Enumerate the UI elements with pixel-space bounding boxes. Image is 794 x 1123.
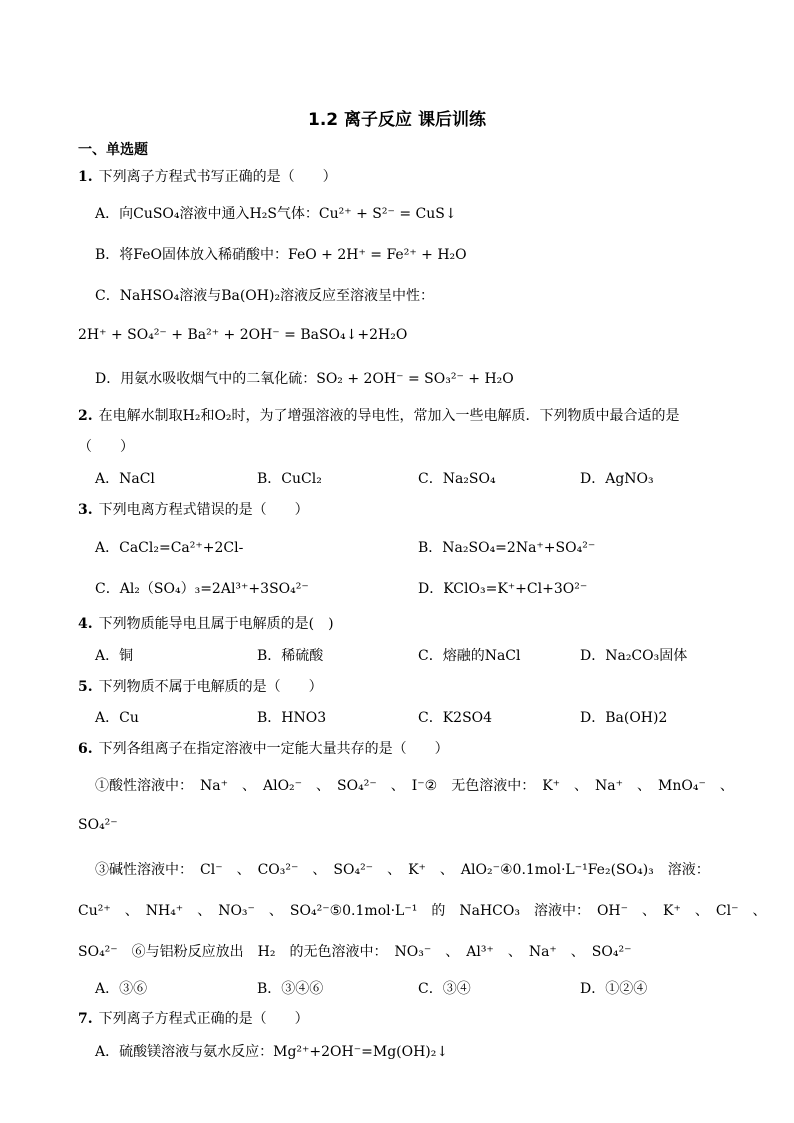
question-number: 5. [78,679,93,695]
question-number: 1. [78,169,93,185]
question-number: 7. [78,1011,93,1027]
question-3-option-b: B．Na₂SO₄=2Na⁺+SO₄²⁻ [418,540,596,556]
question-2-option-d: D．AgNO₃ [580,471,654,487]
question-4-option-d: D．Na₂CO₃固体 [580,648,688,664]
question-text: 下列离子方程式正确的是（ ） [98,1011,309,1027]
question-6-line-1: ①酸性溶液中： Na⁺ 、 AlO₂⁻ 、 SO₄²⁻ 、 I⁻② 无色溶液中： K⁺ 、 Na⁺ 、 MnO₄⁻ 、 [95,778,734,794]
question-1-stem [78,166,337,186]
question-text: 下列电离方程式错误的是（ ） [98,502,309,518]
question-number: 3. [78,502,93,518]
question-5-option-d: D．Ba(OH)2 [580,710,668,726]
question-4-option-a: A．铜 [95,648,134,664]
question-1-option-a: A．向CuSO₄溶液中通入H₂S气体：Cu²⁺ + S²⁻ = CuS↓ [95,206,457,222]
question-3-stem [78,499,309,519]
question-2-option-a: A．NaCl [95,471,155,487]
question-7-option-a: A．硫酸镁溶液与氨水反应：Mg²⁺+2OH⁻=Mg(OH)₂↓ [95,1044,449,1060]
question-6-option-a: A．③⑥ [95,981,148,997]
question-5-option-b: B．HNO3 [257,710,327,726]
question-text: 在电解水制取H₂和O₂时，为了增强溶液的导电性，常加入一些电解质．下列物质中最合适的是 [98,408,680,424]
question-5-stem [78,676,323,696]
section-heading: 一、单选题 [78,142,148,158]
question-7-stem [78,1008,309,1028]
question-number: 4. [78,616,93,632]
question-1-option-b: B．将FeO固体放入稀硝酸中：FeO + 2H⁺ = Fe²⁺ + H₂O [95,247,467,263]
question-1-option-c: C．NaHSO₄溶液与Ba(OH)₂溶液反应至溶液呈中性： [95,288,435,304]
question-text: 下列各组离子在指定溶液中一定能大量共存的是（ ） [98,741,449,757]
question-6-option-b: B．③④⑥ [257,981,324,997]
question-6-option-c: C．③④ [418,981,471,997]
question-5-option-c: C．K2SO4 [418,710,493,726]
question-6-line-3: ③碱性溶液中： Cl⁻ 、 CO₃²⁻ 、 SO₄²⁻ 、 K⁺ 、 AlO₂⁻④0.1mol·L⁻¹Fe₂(SO₄)₃ 溶液： [95,862,710,878]
question-number: 6. [78,741,93,757]
question-2-option-b: B．CuCl₂ [257,471,322,487]
question-5-option-a: A．Cu [95,710,139,726]
question-3-option-c: C．Al₂（SO₄）₃=2Al³⁺+3SO₄²⁻ [95,581,309,597]
question-number: 2. [78,408,93,424]
question-2-option-c: C．Na₂SO₄ [418,471,496,487]
question-text: 下列离子方程式书写正确的是（ ） [98,169,337,185]
question-2-stem-cont: （ ） [78,439,134,455]
question-text: 下列物质能导电且属于电解质的是( ) [98,616,334,632]
question-3-option-d: D．KClO₃=K⁺+Cl+3O²⁻ [418,581,588,597]
question-6-line-5: SO₄²⁻ ⑥与铝粉反应放出 H₂ 的无色溶液中： NO₃⁻ 、 Al³⁺ 、 Na⁺ 、 SO₄²⁻ [78,944,632,960]
question-4-stem [78,613,334,633]
question-text: 下列物质不属于电解质的是（ ） [98,679,323,695]
question-1-option-d: D．用氨水吸收烟气中的二氧化硫：SO₂ + 2OH⁻ = SO₃²⁻ + H₂O [95,371,514,387]
page-title: 1.2 离子反应 课后训练 [308,110,486,130]
question-2-stem [78,405,680,425]
question-4-option-c: C．熔融的NaCl [418,648,521,664]
question-1-option-c-equation: 2H⁺ + SO₄²⁻ + Ba²⁺ + 2OH⁻ = BaSO₄↓+2H₂O [78,327,408,343]
question-4-option-b: B．稀硫酸 [257,648,324,664]
question-6-line-4: Cu²⁺ 、 NH₄⁺ 、 NO₃⁻ 、 SO₄²⁻⑤0.1mol·L⁻¹ 的 NaHCO₃ 溶液中： OH⁻ 、 K⁺ 、 Cl⁻ 、 [78,903,767,919]
question-6-stem [78,738,449,758]
question-6-option-d: D．①②④ [580,981,648,997]
question-3-option-a: A．CaCl₂=Ca²⁺+2Cl- [95,540,244,556]
question-6-line-2: SO₄²⁻ [78,817,118,833]
